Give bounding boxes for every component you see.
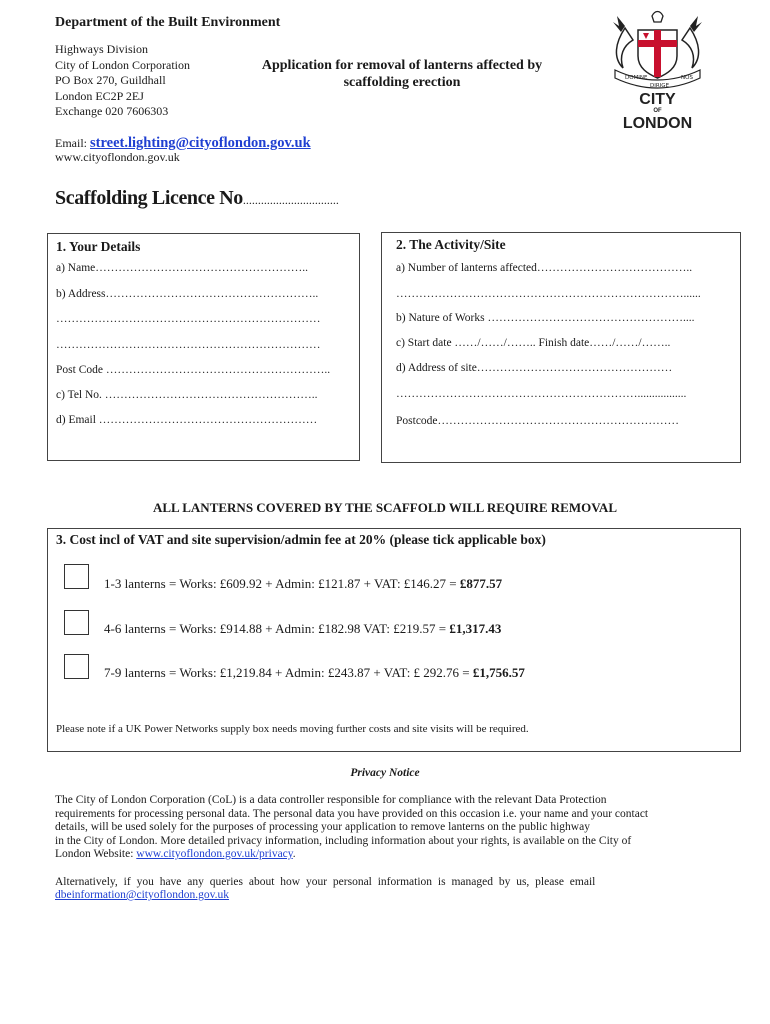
email-line: [55, 136, 311, 150]
logo-london: LONDON: [622, 115, 693, 132]
option-4-6-label: 4-6 lanterns = Works: £914.88 + Admin: £182.98 VAT: £219.57 = £1,317.43: [104, 621, 502, 636]
dbe-information-email-link[interactable]: dbeinformation@cityoflondon.gov.uk: [55, 889, 230, 901]
contact-block: [55, 136, 311, 164]
address-line: Exchange 020 7606303: [55, 104, 169, 118]
name-field[interactable]: a) Name………………………………………………..: [56, 262, 309, 274]
privacy-policy-link[interactable]: www.cityoflondon.gov.uk/privacy: [136, 848, 293, 860]
nature-of-works-field[interactable]: b) Nature of Works ……………………………………………....: [396, 312, 695, 324]
privacy-line: requirements for processing personal data. The personal data you have provided on this occasion i.e. your name and your contact: [55, 807, 649, 820]
department-title: Department of the Built Environment: [55, 15, 281, 30]
tel-field[interactable]: c) Tel No. ………………………………………………..: [56, 389, 318, 401]
address-line: PO Box 270, Guildhall: [55, 73, 166, 87]
application-title: [232, 57, 572, 91]
motto-right: NOS: [681, 75, 693, 81]
privacy-line: Alternatively, if you have any queries about how your personal information is managed by us, please email: [55, 875, 596, 888]
lantern-removal-warning: ALL LANTERNS COVERED BY THE SCAFFOLD WILL REQUIRE REMOVAL: [152, 500, 617, 515]
option-4-6-checkbox[interactable]: [64, 610, 89, 635]
power-networks-note: Please note if a UK Power Networks supply box needs moving further costs and site visits will be required.: [56, 723, 529, 735]
postcode-field[interactable]: Post Code …………………………………………………..: [56, 364, 331, 376]
activity-site-heading: 2. The Activity/Site: [396, 237, 506, 252]
option-1-3-checkbox[interactable]: [64, 564, 89, 589]
street-lighting-email-link[interactable]: street.lighting@cityoflondon.gov.uk: [90, 135, 311, 151]
cost-heading: 3. Cost incl of VAT and site supervision/admin fee at 20% (please tick applicable box): [56, 532, 546, 547]
dates-field[interactable]: c) Start date ……/……/…….. Finish date……/……/……..: [396, 337, 671, 349]
option-1-3-total: £877.57: [459, 576, 503, 591]
email-field[interactable]: d) Email …………………………………………………: [56, 414, 318, 426]
privacy-notice-title: Privacy Notice: [350, 767, 420, 779]
address-field-line3[interactable]: ……………………………………………………………: [56, 339, 321, 351]
logo-of: OF: [653, 108, 662, 114]
your-details-heading: 1. Your Details: [56, 239, 141, 254]
option-4-6-total: £1,317.43: [449, 621, 502, 636]
logo-city: CITY: [639, 91, 676, 108]
site-postcode-field[interactable]: Postcode………………………………………………………: [396, 415, 680, 427]
dragon-right-icon: [682, 28, 699, 68]
cost-section: [47, 528, 741, 752]
email-label: Email:: [55, 136, 87, 150]
city-of-london-logo: [605, 8, 710, 133]
site-address-field[interactable]: d) Address of site……………………………………………: [396, 362, 673, 374]
scaffolding-licence-field: [55, 187, 339, 210]
website-link[interactable]: www.cityoflondon.gov.uk: [55, 150, 180, 164]
address-block: [55, 42, 190, 120]
address-field-line2[interactable]: ……………………………………………………………: [56, 313, 321, 325]
address-field[interactable]: b) Address………………………………………………..: [56, 288, 319, 300]
privacy-line: details, will be used solely for the purposes of processing your application to remove lanterns on the public highway: [55, 821, 590, 833]
address-line: Highways Division: [55, 42, 148, 56]
option-7-9-checkbox[interactable]: [64, 654, 89, 679]
privacy-notice-text: [55, 794, 735, 903]
your-details-section: [47, 233, 360, 461]
application-title-line: Application for removal of lanterns affected by: [261, 58, 543, 73]
option-7-9-total: £1,756.57: [472, 665, 525, 680]
application-title-line: scaffolding erection: [343, 75, 461, 90]
site-address-line2[interactable]: ……………………………………………………….................: [396, 388, 687, 400]
option-1-3-label: 1-3 lanterns = Works: £609.92 + Admin: £121.87 + VAT: £146.27 = £877.57: [104, 576, 503, 591]
privacy-line: The City of London Corporation (CoL) is a data controller responsible for compliance with the relevant Data Protection: [55, 794, 607, 806]
activity-site-section: [381, 232, 741, 463]
option-7-9-label: 7-9 lanterns = Works: £1,219.84 + Admin: £243.87 + VAT: £ 292.76 = £1,756.57: [104, 665, 525, 680]
motto-left: DOMINE: [625, 75, 648, 81]
address-line: London EC2P 2EJ: [55, 88, 144, 103]
licence-number-input[interactable]: ................................: [242, 193, 339, 207]
motto-center: DIRIGE: [650, 83, 670, 89]
lanterns-affected-line2[interactable]: …………………………………………………………………......: [396, 288, 701, 300]
address-line: City of London Corporation: [55, 57, 190, 72]
dragon-left-icon: [616, 28, 633, 68]
privacy-line: in the City of London. More detailed privacy information, including information about your rights, is available on the City of: [55, 834, 632, 847]
lanterns-affected-field[interactable]: a) Number of lanterns affected…………………………………..: [396, 262, 693, 274]
licence-label: Scaffolding Licence No: [55, 187, 243, 209]
privacy-line: London Website: www.cityoflondon.gov.uk/privacy.: [55, 848, 296, 860]
